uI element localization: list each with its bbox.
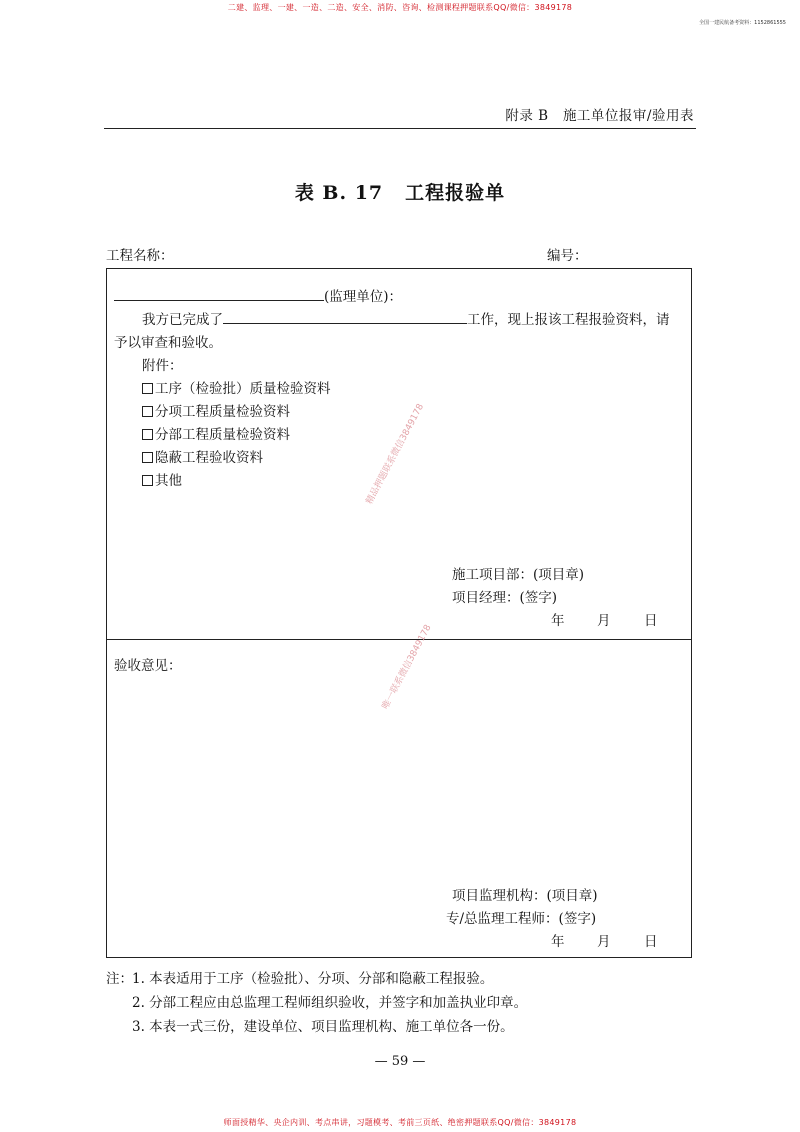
note-item: 1. 本表适用于工序（检验批）、分项、分部和隐蔽工程报验。 bbox=[132, 971, 494, 987]
checkbox[interactable] bbox=[142, 406, 153, 417]
attachment-label: 隐蔽工程验收资料 bbox=[155, 450, 263, 466]
attachment-item bbox=[142, 377, 331, 397]
watermark: 唯一联系微信3849178 bbox=[380, 623, 434, 712]
date-month: 月 bbox=[597, 613, 611, 629]
attachment-label: 其他 bbox=[155, 473, 182, 489]
attachment-label: 工序（检验批）质量检验资料 bbox=[155, 381, 331, 397]
note-item: 3. 本表一式三份，建设单位、项目监理机构、施工单位各一份。 bbox=[132, 1019, 514, 1035]
notes-prefix: 注： bbox=[106, 971, 133, 987]
running-header bbox=[505, 104, 694, 124]
date-day: 日 bbox=[644, 613, 658, 629]
checkbox[interactable] bbox=[142, 452, 153, 463]
header-appendix: 附录 B bbox=[505, 108, 549, 124]
supervisor-unit-blank[interactable] bbox=[114, 286, 324, 301]
date-year: 年 bbox=[551, 934, 565, 950]
promo-banner-top: 二建、监理、一建、一造、二造、安全、消防、咨询、检测课程押题联系QQ/微信：3849178 bbox=[227, 3, 573, 12]
page-number: — 59 — bbox=[374, 1054, 426, 1069]
form-name: 工程报验单 bbox=[405, 182, 506, 204]
body-prefix: 我方已完成了 bbox=[142, 312, 223, 328]
supervision-org-label: 项目监理机构：(项目章) bbox=[452, 888, 598, 904]
promo-banner-bottom: 师面授精华、央企内训、考点串讲，习题模考、考前三页纸、绝密押题联系QQ/微信：3849178 bbox=[223, 1118, 577, 1127]
attachment-item bbox=[142, 469, 182, 489]
attachment-item bbox=[142, 400, 290, 420]
header-title: 施工单位报审/验用表 bbox=[562, 108, 694, 124]
attachment-label: 分部工程质量检验资料 bbox=[155, 427, 290, 443]
attachment-label: 分项工程质量检验资料 bbox=[155, 404, 290, 420]
form-title bbox=[0, 178, 800, 205]
serial-number-label: 编号： bbox=[547, 248, 588, 264]
date-month: 月 bbox=[597, 934, 611, 950]
date-day: 日 bbox=[644, 934, 658, 950]
addressee-suffix: (监理单位)： bbox=[324, 289, 403, 305]
attachment-item bbox=[142, 423, 290, 443]
form-number: 表 B. 17 bbox=[294, 182, 384, 204]
project-name-label: 工程名称： bbox=[106, 248, 174, 264]
supervising-engineer-label: 专/总监理工程师：(签字) bbox=[446, 911, 597, 927]
acceptance-opinion-label: 验收意见： bbox=[114, 658, 182, 674]
checkbox[interactable] bbox=[142, 429, 153, 440]
work-item-blank[interactable] bbox=[223, 309, 467, 324]
note-item: 2. 分部工程应由总监理工程师组织验收，并签字和加盖执业印章。 bbox=[132, 995, 528, 1011]
corner-note: 全国一建民航备考资料：1152861555 bbox=[699, 20, 786, 26]
checkbox[interactable] bbox=[142, 475, 153, 486]
watermark: 精品押题联系微信3849178 bbox=[364, 402, 427, 507]
completion-statement bbox=[142, 308, 670, 328]
date-year: 年 bbox=[551, 613, 565, 629]
project-manager-label: 项目经理：(签字) bbox=[452, 590, 558, 606]
addressee-line bbox=[114, 285, 402, 305]
header-rule bbox=[104, 128, 696, 129]
checkbox[interactable] bbox=[142, 383, 153, 394]
body-line2: 予以审查和验收。 bbox=[114, 335, 222, 351]
attachments-label: 附件： bbox=[142, 358, 183, 374]
section-divider bbox=[106, 639, 692, 640]
attachment-item bbox=[142, 446, 263, 466]
construction-dept-label: 施工项目部：(项目章) bbox=[452, 567, 585, 583]
body-suffix: 工作，现上报该工程报验资料，请 bbox=[467, 312, 670, 328]
